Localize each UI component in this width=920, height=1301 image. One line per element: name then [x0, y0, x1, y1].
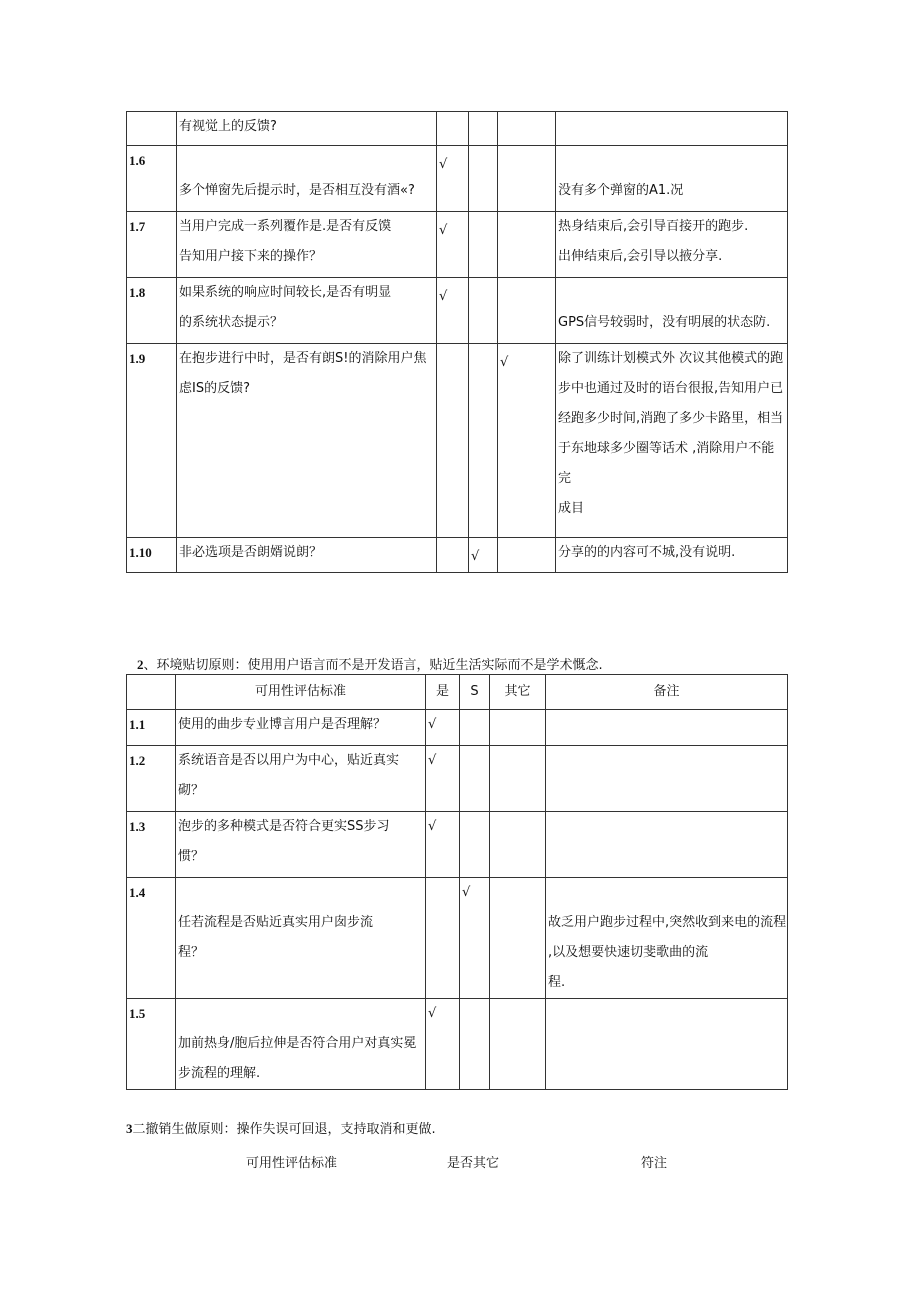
note-line: 成目 — [558, 501, 585, 516]
criterion-line: 如果系统的响应时间较长,是否有明显 — [179, 285, 392, 300]
table-row — [127, 878, 788, 999]
section-2-number: 2 — [137, 657, 144, 672]
row-number: 1.4 — [127, 878, 176, 999]
criterion-line — [179, 146, 436, 176]
header-num-cell — [127, 675, 176, 710]
row-number: 1.10 — [127, 538, 177, 573]
check-other-cell — [490, 710, 546, 746]
header-note: 备注 — [546, 675, 788, 710]
section-3-header-note: 符注 — [641, 1156, 668, 1171]
check-yes-cell: √ — [426, 746, 460, 812]
section-3-number: 3 — [126, 1121, 133, 1136]
check-other-cell — [498, 212, 556, 278]
criterion-cell — [176, 878, 426, 999]
criterion-line: 任若流程是否贴近真实用户囱步流 — [178, 915, 374, 930]
check-yes-cell — [426, 878, 460, 999]
section-3-header-yes-other: 是否其它 — [447, 1156, 500, 1171]
check-s-cell — [469, 146, 498, 212]
criterion-line: 加前热身/胞后拉伸是否符合用户对真实冕 — [178, 1036, 417, 1051]
criterion-cell — [176, 746, 426, 812]
section-2-heading — [137, 654, 603, 673]
criterion-line: 步流程的理解. — [178, 1066, 261, 1081]
criterion-line: 多个惮窗先后提示时，是否相互没有酒«? — [179, 183, 415, 198]
note-line: ,以及想要快速切斐歌曲的流 — [548, 945, 709, 960]
check-other-cell — [490, 812, 546, 878]
check-other-cell — [498, 146, 556, 212]
note-line: GPS信号较弱时，没有明展的状态防. — [558, 315, 771, 330]
table-2-header-row — [127, 675, 788, 710]
check-other-cell — [498, 538, 556, 573]
criterion-cell — [177, 112, 437, 146]
note-cell — [556, 112, 788, 146]
note-line: 岀伸结束后,会引导以掖分享. — [558, 249, 723, 264]
criterion-cell — [176, 812, 426, 878]
check-s-cell — [460, 999, 490, 1090]
header-s: S — [460, 675, 490, 710]
criterion-cell — [177, 538, 437, 573]
check-yes-cell — [437, 112, 469, 146]
criterion-line: 告知用户接下来的操作？ — [179, 249, 323, 264]
criterion-line: 非必选项是否朗婿说朗？ — [179, 545, 323, 560]
criterion-cell — [176, 999, 426, 1090]
note-cell — [556, 146, 788, 212]
criterion-cell — [177, 278, 437, 344]
criterion-line — [178, 999, 425, 1029]
check-yes-cell: √ — [426, 999, 460, 1090]
note-line: 分享的的内容可不城,没有说明. — [558, 545, 736, 560]
check-s-cell — [469, 278, 498, 344]
note-cell — [546, 812, 788, 878]
evaluation-table-1 — [126, 111, 788, 573]
note-line: 故乏用户跑步过程中,突然收到来电的流程 — [548, 915, 787, 930]
header-other: 其它 — [490, 675, 546, 710]
check-other-cell — [490, 878, 546, 999]
row-number: 1.5 — [127, 999, 176, 1090]
check-other-cell: √ — [498, 344, 556, 538]
table-row — [127, 278, 788, 344]
table-row — [127, 710, 788, 746]
row-number: 1.8 — [127, 278, 177, 344]
header-yes: 是 — [426, 675, 460, 710]
check-yes-cell: √ — [437, 146, 469, 212]
note-line — [558, 278, 787, 308]
table-row — [127, 746, 788, 812]
criterion-cell — [176, 710, 426, 746]
criterion-line: 砌？ — [178, 783, 205, 798]
criterion-line: 有视觉上的反馈? — [179, 119, 277, 134]
check-s-cell — [460, 710, 490, 746]
note-cell — [556, 344, 788, 538]
check-s-cell — [469, 344, 498, 538]
check-s-cell — [460, 812, 490, 878]
header-criterion: 可用性评估标准 — [176, 675, 426, 710]
row-number: 1.2 — [127, 746, 176, 812]
note-line — [558, 146, 787, 176]
note-cell — [546, 710, 788, 746]
check-other-cell — [498, 278, 556, 344]
section-3-header-criterion: 可用性评估标准 — [246, 1156, 338, 1171]
section-2-title: 、环境贴切原则：使用用户语言而不是开发语言，贴近生活实际而不是学术慨念. — [143, 658, 603, 673]
check-s-cell: √ — [460, 878, 490, 999]
check-other-cell — [490, 999, 546, 1090]
criterion-cell — [177, 212, 437, 278]
criterion-cell — [177, 146, 437, 212]
criterion-line: 程？ — [178, 945, 205, 960]
table-row — [127, 344, 788, 538]
row-number: 1.3 — [127, 812, 176, 878]
criterion-line: 虑IS的反馈? — [179, 381, 250, 396]
check-other-cell — [498, 112, 556, 146]
row-number: 1.9 — [127, 344, 177, 538]
table-row — [127, 112, 788, 146]
note-line: 热身结束后,会引导百接开的跑步. — [558, 219, 749, 234]
criterion-line: 的系统状态提示？ — [179, 315, 284, 330]
criterion-cell — [177, 344, 437, 538]
criterion-line: 系统语音是否以用户为中心，贴近真实 — [178, 753, 400, 768]
note-line: 经跑多少时间,消跑了多少卡路里，相当 — [558, 411, 784, 426]
check-yes-cell — [437, 344, 469, 538]
note-line: 除了训练计划模式外 次议其他模式的跑 — [558, 351, 784, 366]
note-cell — [556, 538, 788, 573]
criterion-line: 使用的曲步专业博言用户是否理解？ — [178, 717, 387, 732]
row-number: 1.1 — [127, 710, 176, 746]
check-yes-cell: √ — [426, 812, 460, 878]
check-yes-cell: √ — [426, 710, 460, 746]
criterion-line: 泡步的多种模式是否符合更实SS步习 — [178, 819, 390, 834]
section-3-heading — [126, 1118, 436, 1137]
note-cell — [556, 278, 788, 344]
criterion-line — [178, 878, 425, 908]
check-s-cell: √ — [469, 538, 498, 573]
table-row — [127, 999, 788, 1090]
note-cell — [546, 878, 788, 999]
criterion-line: 惯？ — [178, 849, 205, 864]
note-line: 程. — [548, 975, 566, 990]
evaluation-table-2 — [126, 674, 788, 1090]
table-row — [127, 146, 788, 212]
check-yes-cell: √ — [437, 278, 469, 344]
check-s-cell — [460, 746, 490, 812]
table-row — [127, 812, 788, 878]
section-3-title: 二撤销生做原则：操作失误可回退，支持取消和更做. — [132, 1122, 436, 1137]
check-s-cell — [469, 112, 498, 146]
table-row — [127, 538, 788, 573]
table-row — [127, 212, 788, 278]
note-line: 步中也通过及时的语台很报,告知用户已 — [558, 381, 784, 396]
row-number — [127, 112, 177, 146]
note-line: 没有多个弹窗的A1.况 — [558, 183, 684, 198]
row-number: 1.6 — [127, 146, 177, 212]
check-yes-cell — [437, 538, 469, 573]
row-number: 1.7 — [127, 212, 177, 278]
criterion-line: 在抱步进行中时，是否有朗S!的消除用户焦 — [179, 351, 427, 366]
note-line — [548, 878, 787, 908]
note-line: 于东地球多少圈等话术 ,消除用户不能完 — [558, 441, 775, 486]
note-cell — [556, 212, 788, 278]
check-s-cell — [469, 212, 498, 278]
note-cell — [546, 746, 788, 812]
check-other-cell — [490, 746, 546, 812]
note-cell — [546, 999, 788, 1090]
criterion-line: 当用户完成一系列覆作是.是否有反馍 — [179, 219, 392, 234]
check-yes-cell: √ — [437, 212, 469, 278]
